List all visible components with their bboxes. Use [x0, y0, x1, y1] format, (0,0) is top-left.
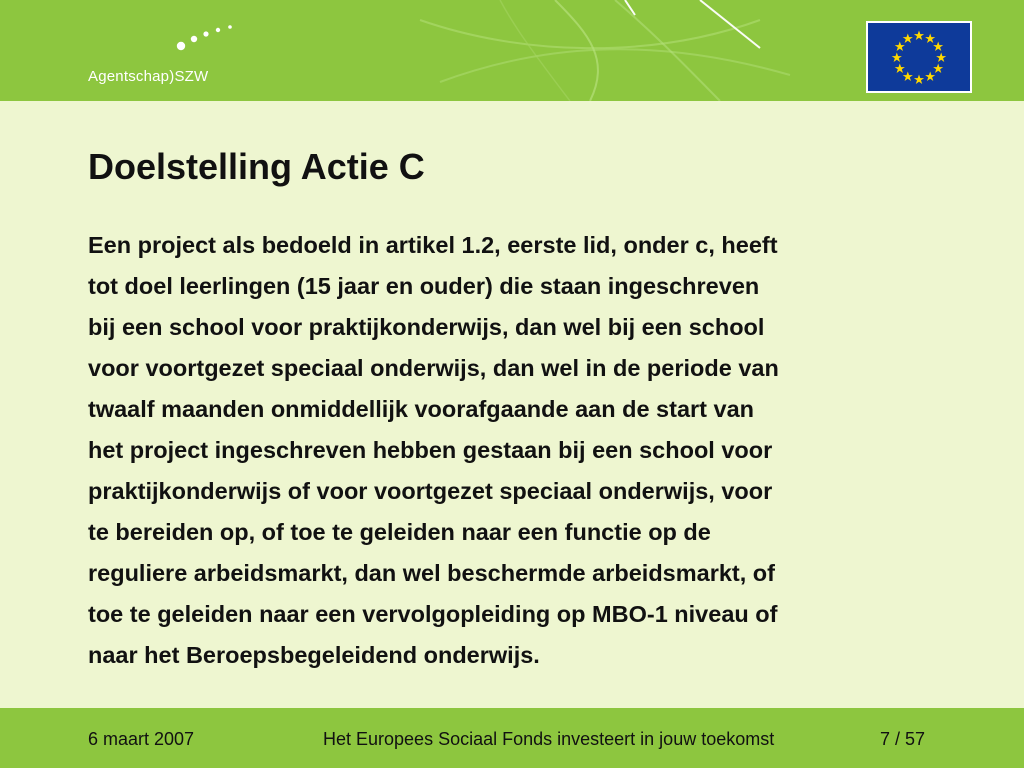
- eu-star: [925, 34, 935, 44]
- body-line: te bereiden op, of toe te geleiden naar een functie op de: [88, 519, 711, 545]
- eu-star: [892, 53, 902, 63]
- body-line: voor voortgezet speciaal onderwijs, dan wel in de periode van: [88, 355, 779, 381]
- header-swoosh: [615, 0, 720, 101]
- body-line: twaalf maanden onmiddellijk voorafgaande aan de start van: [88, 396, 755, 422]
- eu-star: [933, 42, 943, 52]
- body-line: praktijkonderwijs of voor voortgezet speciaal onderwijs, voor: [88, 478, 773, 504]
- logo-dot: [191, 36, 197, 42]
- body-line: tot doel leerlingen (15 jaar en ouder) die staan ingeschreven: [88, 273, 760, 299]
- logo-dot: [228, 25, 232, 29]
- eu-star: [914, 31, 924, 41]
- body-line: reguliere arbeidsmarkt, dan wel beschermde arbeidsmarkt, of: [88, 560, 775, 586]
- eu-star: [903, 72, 913, 82]
- body-line: toe te geleiden naar een vervolgopleiding op MBO-1 niveau of: [88, 601, 778, 627]
- header-swoosh: [440, 49, 790, 82]
- logo-agentschap: Agentschap: [88, 68, 170, 85]
- body-line: naar het Beroepsbegeleidend onderwijs.: [88, 642, 540, 668]
- eu-star: [895, 64, 905, 74]
- footer-date: 6 maart 2007: [88, 729, 195, 749]
- header-swoosh: [500, 0, 570, 101]
- eu-star: [895, 42, 905, 52]
- logo-dot: [216, 28, 220, 32]
- agentschap-szw-logo[interactable]: [88, 20, 248, 92]
- logo-szw: SZW: [174, 68, 209, 85]
- eu-flag-icon: [866, 21, 972, 93]
- logo-bracket: ): [169, 68, 175, 85]
- body-line: het project ingeschreven hebben gestaan bij een school voor: [88, 437, 773, 463]
- logo-dot: [177, 42, 185, 50]
- body-line: bij een school voor praktijkonderwijs, dan wel bij een school: [88, 314, 765, 340]
- slide-title: Doelstelling Actie C: [88, 146, 425, 187]
- eu-star: [936, 53, 946, 63]
- eu-stars-icon: [868, 23, 970, 91]
- body-line: Een project als bedoeld in artikel 1.2, eerste lid, onder c, heeft: [88, 232, 778, 258]
- footer-slogan: Het Europees Sociaal Fonds investeert in jouw toekomst: [323, 729, 775, 749]
- eu-star: [925, 72, 935, 82]
- slide-body: [88, 225, 938, 676]
- slide-header: [0, 0, 1024, 101]
- eu-star: [933, 64, 943, 74]
- eu-star: [914, 75, 924, 85]
- logo-dot: [203, 31, 208, 36]
- eu-star: [903, 34, 913, 44]
- slide-footer: [0, 708, 1024, 768]
- logo-text: [88, 68, 208, 86]
- page-number: 7 / 57: [880, 729, 926, 749]
